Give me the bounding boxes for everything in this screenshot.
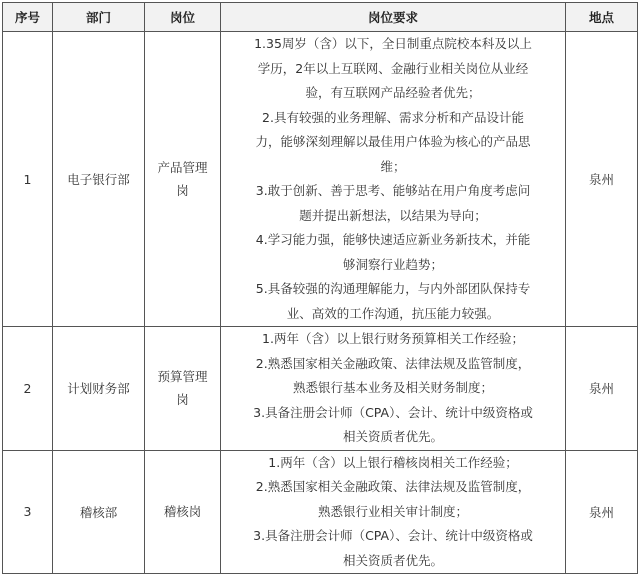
cell-department: 电子银行部 [53,32,145,327]
requirement-line: 2.具有较强的业务理解、需求分析和产品设计能 [262,109,524,125]
requirement-line: 力，能够深刻理解以最佳用户体验为核心的产品思 [255,134,531,149]
cell-department: 计划财务部 [53,327,145,451]
header-position: 岗位 [145,3,221,32]
requirement-line: 熟悉银行业相关审计制度； [317,503,468,519]
cell-position [145,450,221,574]
requirement-line: 熟悉银行基本业务及相关财务制度； [292,380,493,395]
header-requirements: 岗位要求 [221,3,566,32]
header-location: 地点 [566,3,638,32]
cell-location: 泉州 [566,32,638,327]
requirement-line: 1.两年（含）以上银行财务预算相关工作经验； [262,331,524,346]
header-row [3,3,638,32]
requirement-line: 相关资质者优先。 [342,552,443,568]
cell-requirements [221,32,566,327]
cell-position [145,327,221,451]
requirement-line: 业、高效的工作沟通，抗压能力较强。 [286,305,500,321]
requirement-line: 2.熟悉国家相关金融政策、法律法规及监管制度， [255,479,531,494]
requirement-line: 相关资质者优先。 [342,429,443,444]
requirement-line: 1.35周岁（含）以下，全日制重点院校本科及以上 [254,36,532,51]
cell-index: 3 [3,450,53,574]
requirement-line: 验，有互联网产品经验者优先； [305,85,481,100]
header-index: 序号 [3,3,53,32]
job-requirements-table [2,2,638,574]
requirement-line: 2.熟悉国家相关金融政策、法律法规及监管制度， [255,355,531,371]
header-department: 部门 [53,3,145,32]
requirement-line: 维； [380,158,406,174]
cell-index: 1 [3,32,53,327]
cell-index: 2 [3,327,53,451]
requirement-line: 5.具备较强的沟通理解能力，与内外部团队保持专 [255,281,531,296]
table-row [3,327,638,451]
table-header [3,3,638,32]
cell-location: 泉州 [566,327,638,451]
table-row [3,32,638,327]
requirement-line: 学历，2年以上互联网、金融行业相关岗位从业经 [257,60,529,76]
requirement-line: 够洞察行业趋势； [342,256,443,272]
requirement-line: 3.具备注册会计师（CPA）、会计、统计中级资格或 [253,404,533,420]
position-line: 产品管理 [157,160,208,175]
cell-location: 泉州 [566,450,638,574]
cell-requirements [221,327,566,451]
cell-requirements [221,450,566,574]
table-row [3,450,638,574]
requirement-line: 题并提出新想法，以结果为导向； [299,207,487,223]
position-line: 岗 [176,392,189,408]
table-body [3,32,638,574]
requirement-line: 4.学习能力强，能够快速适应新业务新技术，并能 [255,232,531,247]
cell-department: 稽核部 [53,450,145,574]
requirement-line: 3.具备注册会计师（CPA）、会计、统计中级资格或 [253,528,533,543]
cell-position [145,32,221,327]
position-line: 预算管理 [157,369,208,385]
requirement-line: 3.敢于创新、善于思考、能够站在用户角度考虑问 [255,183,531,198]
requirement-line: 1.两年（含）以上银行稽核岗相关工作经验； [268,454,518,470]
position-line: 稽核岗 [163,504,202,520]
position-line: 岗 [176,183,189,198]
